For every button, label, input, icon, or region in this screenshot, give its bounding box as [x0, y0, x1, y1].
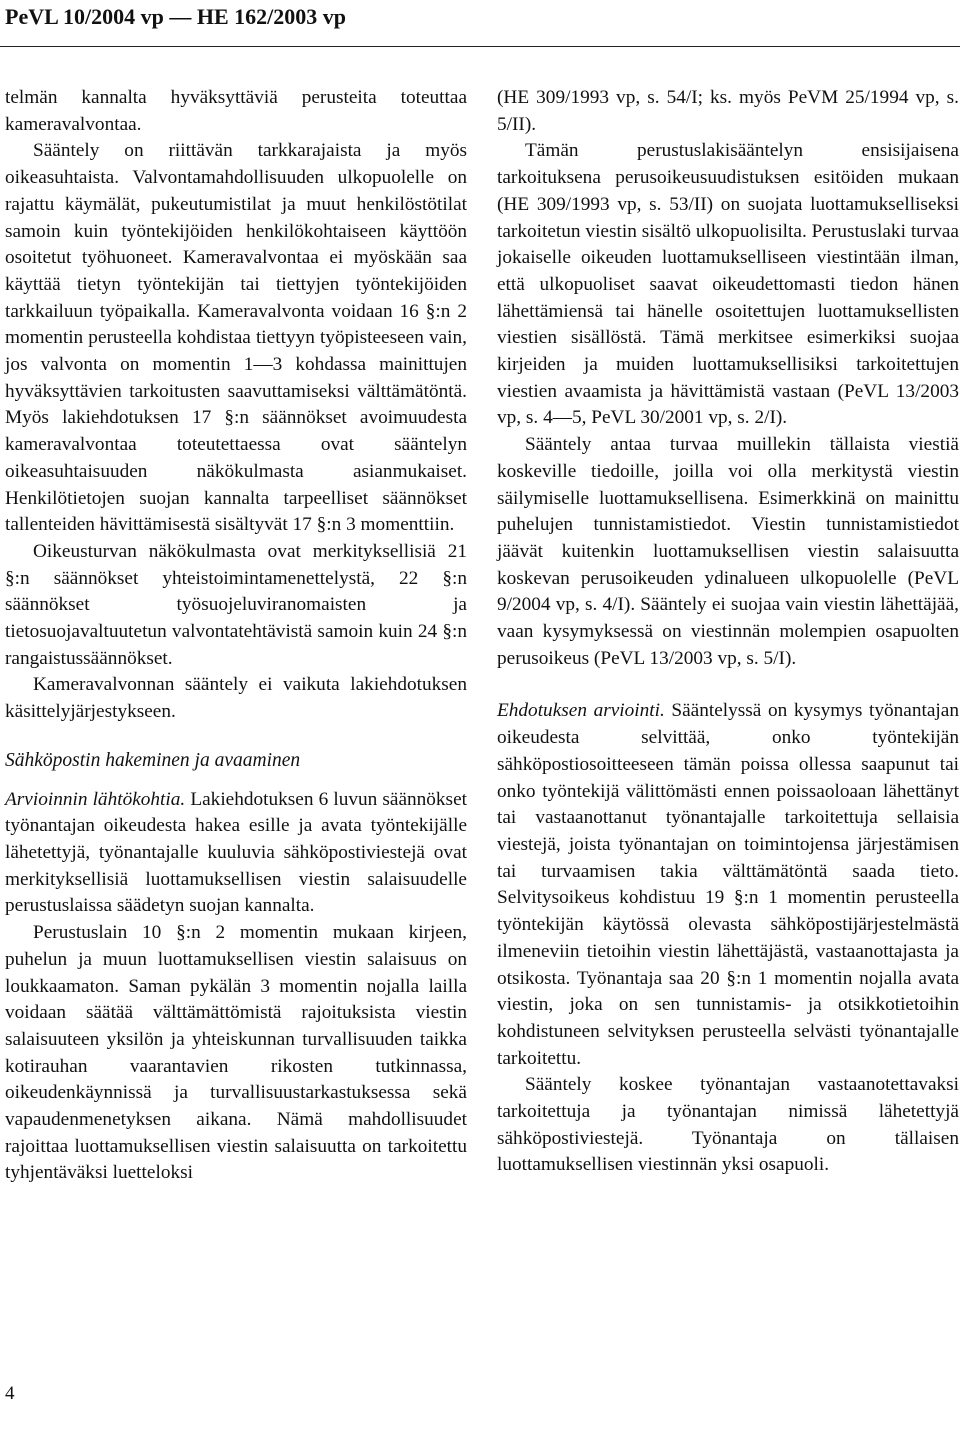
paragraph: Tämän perustuslakisääntelyn ensisijaisena tarkoituksena perusoikeusuudistuksen esitöiden mukaan (HE 309/1993 vp, s. 53/II) on suojata luottamukselliseksi tarkoitetun viestin sisältö ulkopuolisilta. Perustuslaki turvaa jokaiselle oikeuden luottamukselliseen viestintään ilman, että ulkopuoliset saavat oikeudettomasti tiedon hänen lähettämiensä tai hänelle osoitettujen luottamuksellisten viestien sisällöstä. Tämä merkitsee esimerkiksi suojaa kirjeiden ja muiden luottamuksellisiksi tarkoitettujen viestien avaamista ja hävittämistä vastaan (PeVL 13/2003 vp, s. 4—5, PeVL 30/2001 vp, s. 2/I).: [497, 140, 959, 429]
paragraph: Oikeusturvan näkökulmasta ovat merkityksellisiä 21 §:n säännökset yhteistoimintamenettelystä, 22 §:n säännökset työsuojeluviranomaisten ja tietosuojavaltuutetun valvontatehtävistä samoin kuin 24 §:n rangaistussäännökset.: [5, 540, 467, 669]
run-in-heading: Arvioinnin lähtökohtia.: [5, 788, 186, 810]
paragraph: Kameravalvonnan sääntely ei vaikuta lakiehdotuksen käsittelyjärjestykseen.: [5, 674, 467, 723]
paragraph-text: Lakiehdotuksen 6 luvun säännökset työnantajan oikeudesta hakea esille ja avata työntekijälle lähetettyjä, työnantajalle kuuluvia sähköpostiviestejä ovat merkityksellisiä luottamuksellisen viestin salaisuudelle perustuslaissa säädetyn suojan kannalta.: [5, 788, 467, 917]
page-number: 4: [5, 1383, 15, 1404]
header-divider: [0, 46, 960, 47]
section-heading: Sähköpostin hakeminen ja avaaminen: [5, 749, 301, 771]
running-header: PeVL 10/2004 vp — HE 162/2003 vp: [5, 4, 347, 29]
left-column: [5, 85, 467, 1187]
paragraph: Perustuslain 10 §:n 2 momentin mukaan kirjeen, puhelun ja muun luottamuksellisen viestin salaisuus on loukkaamaton. Saman pykälän 3 momentin nojalla lailla voidaan säätää välttämättömistä rajoituksista viestin salaisuuteen yksilön ja yhteiskunnan turvallisuuden taikka kotirauhan vaarantavien rikosten tutkinnassa, oikeudenkäynnissä ja turvallisuustarkastuksessa sekä vapaudenmenetyksen aikana. Nämä mahdollisuudet rajoittaa luottamuksellisen viestin salaisuutta on tarkoitettu tyhjentäväksi luetteloksi: [5, 922, 467, 1184]
paragraph: telmän kannalta hyväksyttäviä perusteita toteuttaa kameravalvontaa.: [5, 87, 467, 135]
paragraph: Sääntely koskee työnantajan vastaanotettavaksi tarkoitettuja ja työnantajan nimissä lähetettyjä sähköpostiviestejä. Työnantaja on tällaisen luottamuksellisen viestinnän yksi osapuoli.: [497, 1074, 959, 1176]
paragraph: [5, 787, 467, 921]
paragraph: Sääntely antaa turvaa muillekin tällaista viestiä koskeville tiedoille, joilla voi olla merkitystä viestin säilymiselle luottamuksellisena. Esimerkkinä on mainittu puhelujen tunnistamistiedot. Viestin tunnistamistiedot jäävät kuitenkin luottamuksellisen viestin salaisuutta koskevan perusoikeuden ydinalueen ulkopuolelle (PeVL 9/2004 vp, s. 4/I). Sääntely ei suojaa vain viestin lähettäjää, vaan kysymyksessä on viestinnän molempien osapuolten perusoikeus (PeVL 13/2003 vp, s. 5/I).: [497, 434, 959, 669]
paragraph-text: Sääntelyssä on kysymys työnantajan oikeudesta selvittää, onko työntekijän sähköpostiosoitteeseen tämän poissa ollessa saapunut tai onko työntekijä välittömästi ennen poissaoloaan lähettänyt tai vastaanottanut työnantajalle tarkoitettuja sellaisia viestejä, joista työnantajan on toimintojensa järjestämisen tai turvaamisen takia välttämätöntä saada tieto. Selvitysoikeus kohdistuu 19 §:n 1 momentin perusteella työntekijän käytössä olevasta sähköpostijärjestelmästä ilmeneviin tietoihin viestin lähettäjästä, vastaanottajasta ja otsikosta. Työnantaja saa 20 §:n 1 momentin nojalla avata viestin, joka on sen tunnistamis- ja otsikkotietoihin kohdistuneen selvityksen perusteella selvästi työnantajalle tarkoitettu.: [497, 700, 959, 1069]
paragraph: (HE 309/1993 vp, s. 54/I; ks. myös PeVM 25/1994 vp, s. 5/II).: [497, 87, 959, 135]
paragraph: [497, 698, 959, 1072]
run-in-heading: Ehdotuksen arviointi.: [497, 700, 665, 722]
paragraph: Sääntely on riittävän tarkkarajaista ja myös oikeasuhtaista. Valvontamahdollisuuden ulkopuolelle on rajattu käymälät, pukeutumistilat ja muut henkilöstötilat samoin kuin työntekijöiden henkilökohtaiseen käyttöön osoitetut työhuoneet. Kameravalvontaa ei myöskään saa käyttää tietyn työntekijän tai tiettyjen työntekijöiden tarkkailuun työpaikalla. Kameravalvonta voidaan 16 §:n 2 momentin perusteella kohdistaa tiettyyn työpisteeseen vain, jos valvonta on momentin 1—3 kohdassa mainittujen hyväksyttävien tarkoitusten saavuttamiseksi välttämätöntä. Myös lakiehdotuksen 17 §:n säännökset avoimuudesta kameravalvontaa toteutettaessa ovat sääntelyn oikeasuhtaisuuden näkökulmasta asianmukaiset. Henkilötietojen suojan kannalta tarpeelliset säännökset tallenteiden hävittämisestä sisältyvät 17 §:n 3 momenttiin.: [5, 140, 467, 536]
right-column: [497, 85, 959, 1179]
